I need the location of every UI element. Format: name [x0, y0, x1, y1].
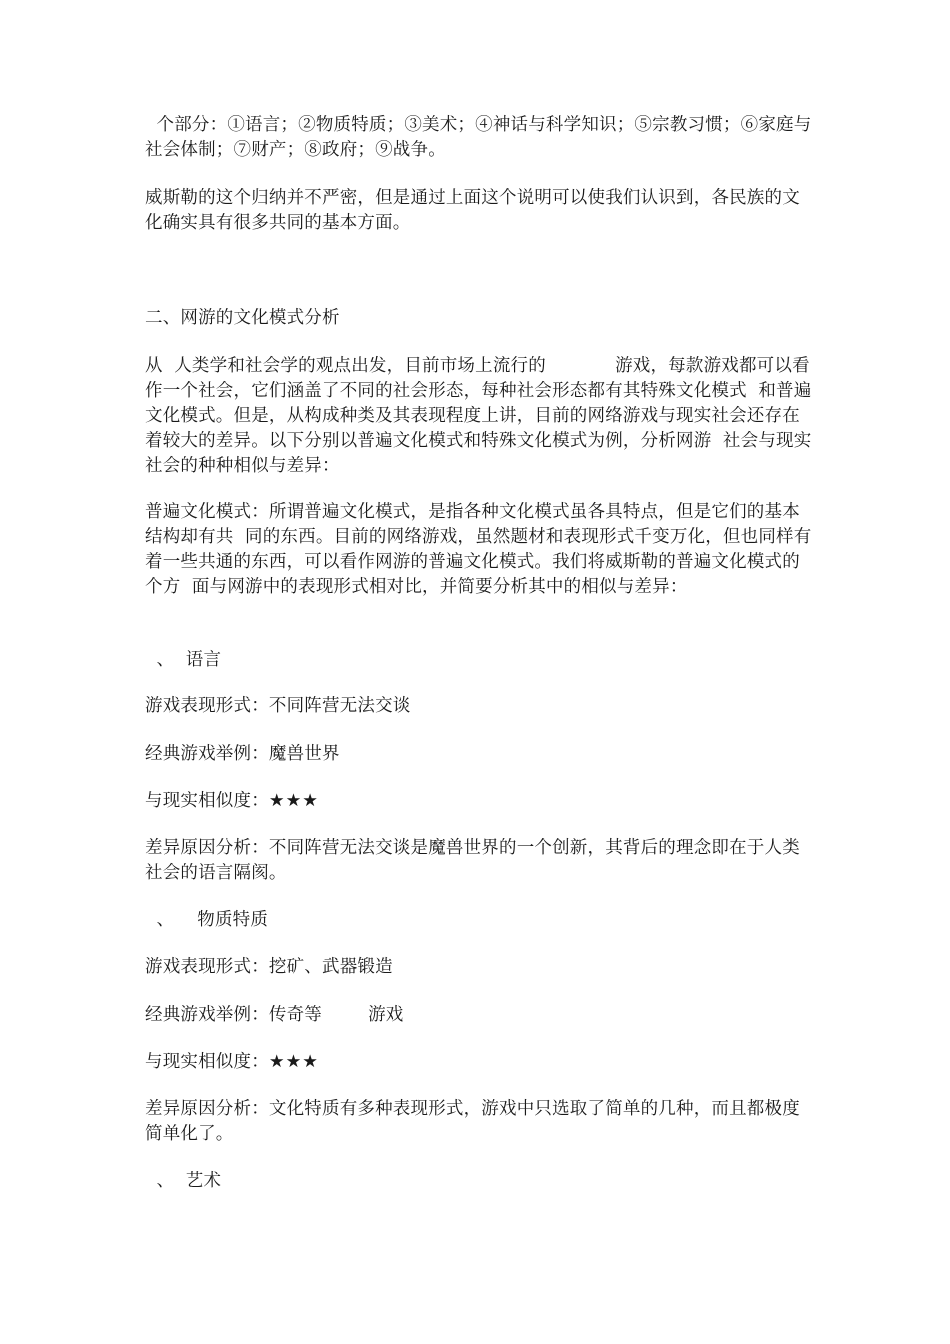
game-form-label: 游戏表现形式： [145, 696, 269, 716]
game-form-line [145, 694, 815, 719]
difference-analysis: 差异原因分析：文化特质有多种表现形式，游戏中只选取了简单的几种，而且都极度简单化了。 [145, 1099, 800, 1144]
paragraph-universal-pattern: 普遍文化模式：所谓普遍文化模式，是指各种文化模式虽各具特点，但是它们的基本结构却有共 同的东西。目前的网络游戏，虽然题材和表现形式千变万化，但也同样有着一些共通的东西，可以看作网游的普遍文化模式。我们将威斯勒的普遍文化模式的 个方 面与网游中的表现形式相对比，并简要分析其中的相似与差异： [145, 502, 823, 597]
star-rating: ★★★ [268, 1052, 319, 1072]
subsection-title-art: 、 艺术 [145, 1171, 222, 1191]
game-example-line [145, 1003, 815, 1028]
similarity-line [145, 789, 815, 814]
game-example-value: 魔兽世界 [268, 744, 340, 764]
star-rating: ★★★ [268, 791, 319, 811]
subsection-title-language: 、 语言 [145, 650, 222, 670]
game-form-line [145, 955, 815, 980]
game-form-value: 不同阵营无法交谈 [268, 696, 411, 716]
game-form-value: 挖矿、武器锻造 [268, 957, 393, 977]
subsection-title-material: 、 物质特质 [145, 910, 269, 930]
similarity-label: 与现实相似度： [145, 1052, 269, 1072]
game-example-line [145, 742, 815, 767]
game-example-value: 传奇等 游戏 [268, 1005, 404, 1025]
section-heading: 二、网游的文化模式分析 [145, 308, 340, 328]
paragraph-wissler-summary: 威斯勒的这个归纳并不严密，但是通过上面这个说明可以使我们认识到，各民族的文化确实具有很多共同的基本方面。 [145, 188, 800, 233]
game-form-label: 游戏表现形式： [145, 957, 269, 977]
paragraph-anthropology-view: 从 人类学和社会学的观点出发，目前市场上流行的 游戏，每款游戏都可以看作一个社会，它们涵盖了不同的社会形态，每种社会形态都有其特殊文化模式 和普遍文化模式。但是，从构成种类及其表现程度上讲，目前的网络游戏与现实社会还存在着较大的差异。以下分别以普遍文化模式和特殊文化模式为例，分析网游 社会与现实社会的种种相似与差异： [145, 356, 812, 476]
difference-analysis: 差异原因分析：不同阵营无法交谈是魔兽世界的一个创新，其背后的理念即在于人类社会的语言隔阂。 [145, 838, 800, 883]
paragraph-culture-components: 个部分：①语言；②物质特质；③美术；④神话与科学知识；⑤宗教习惯；⑥家庭与社会体制；⑦财产；⑧政府；⑨战争。 [145, 115, 812, 160]
similarity-label: 与现实相似度： [145, 791, 269, 811]
game-example-label: 经典游戏举例： [145, 1005, 269, 1025]
similarity-line [145, 1050, 815, 1075]
game-example-label: 经典游戏举例： [145, 744, 269, 764]
